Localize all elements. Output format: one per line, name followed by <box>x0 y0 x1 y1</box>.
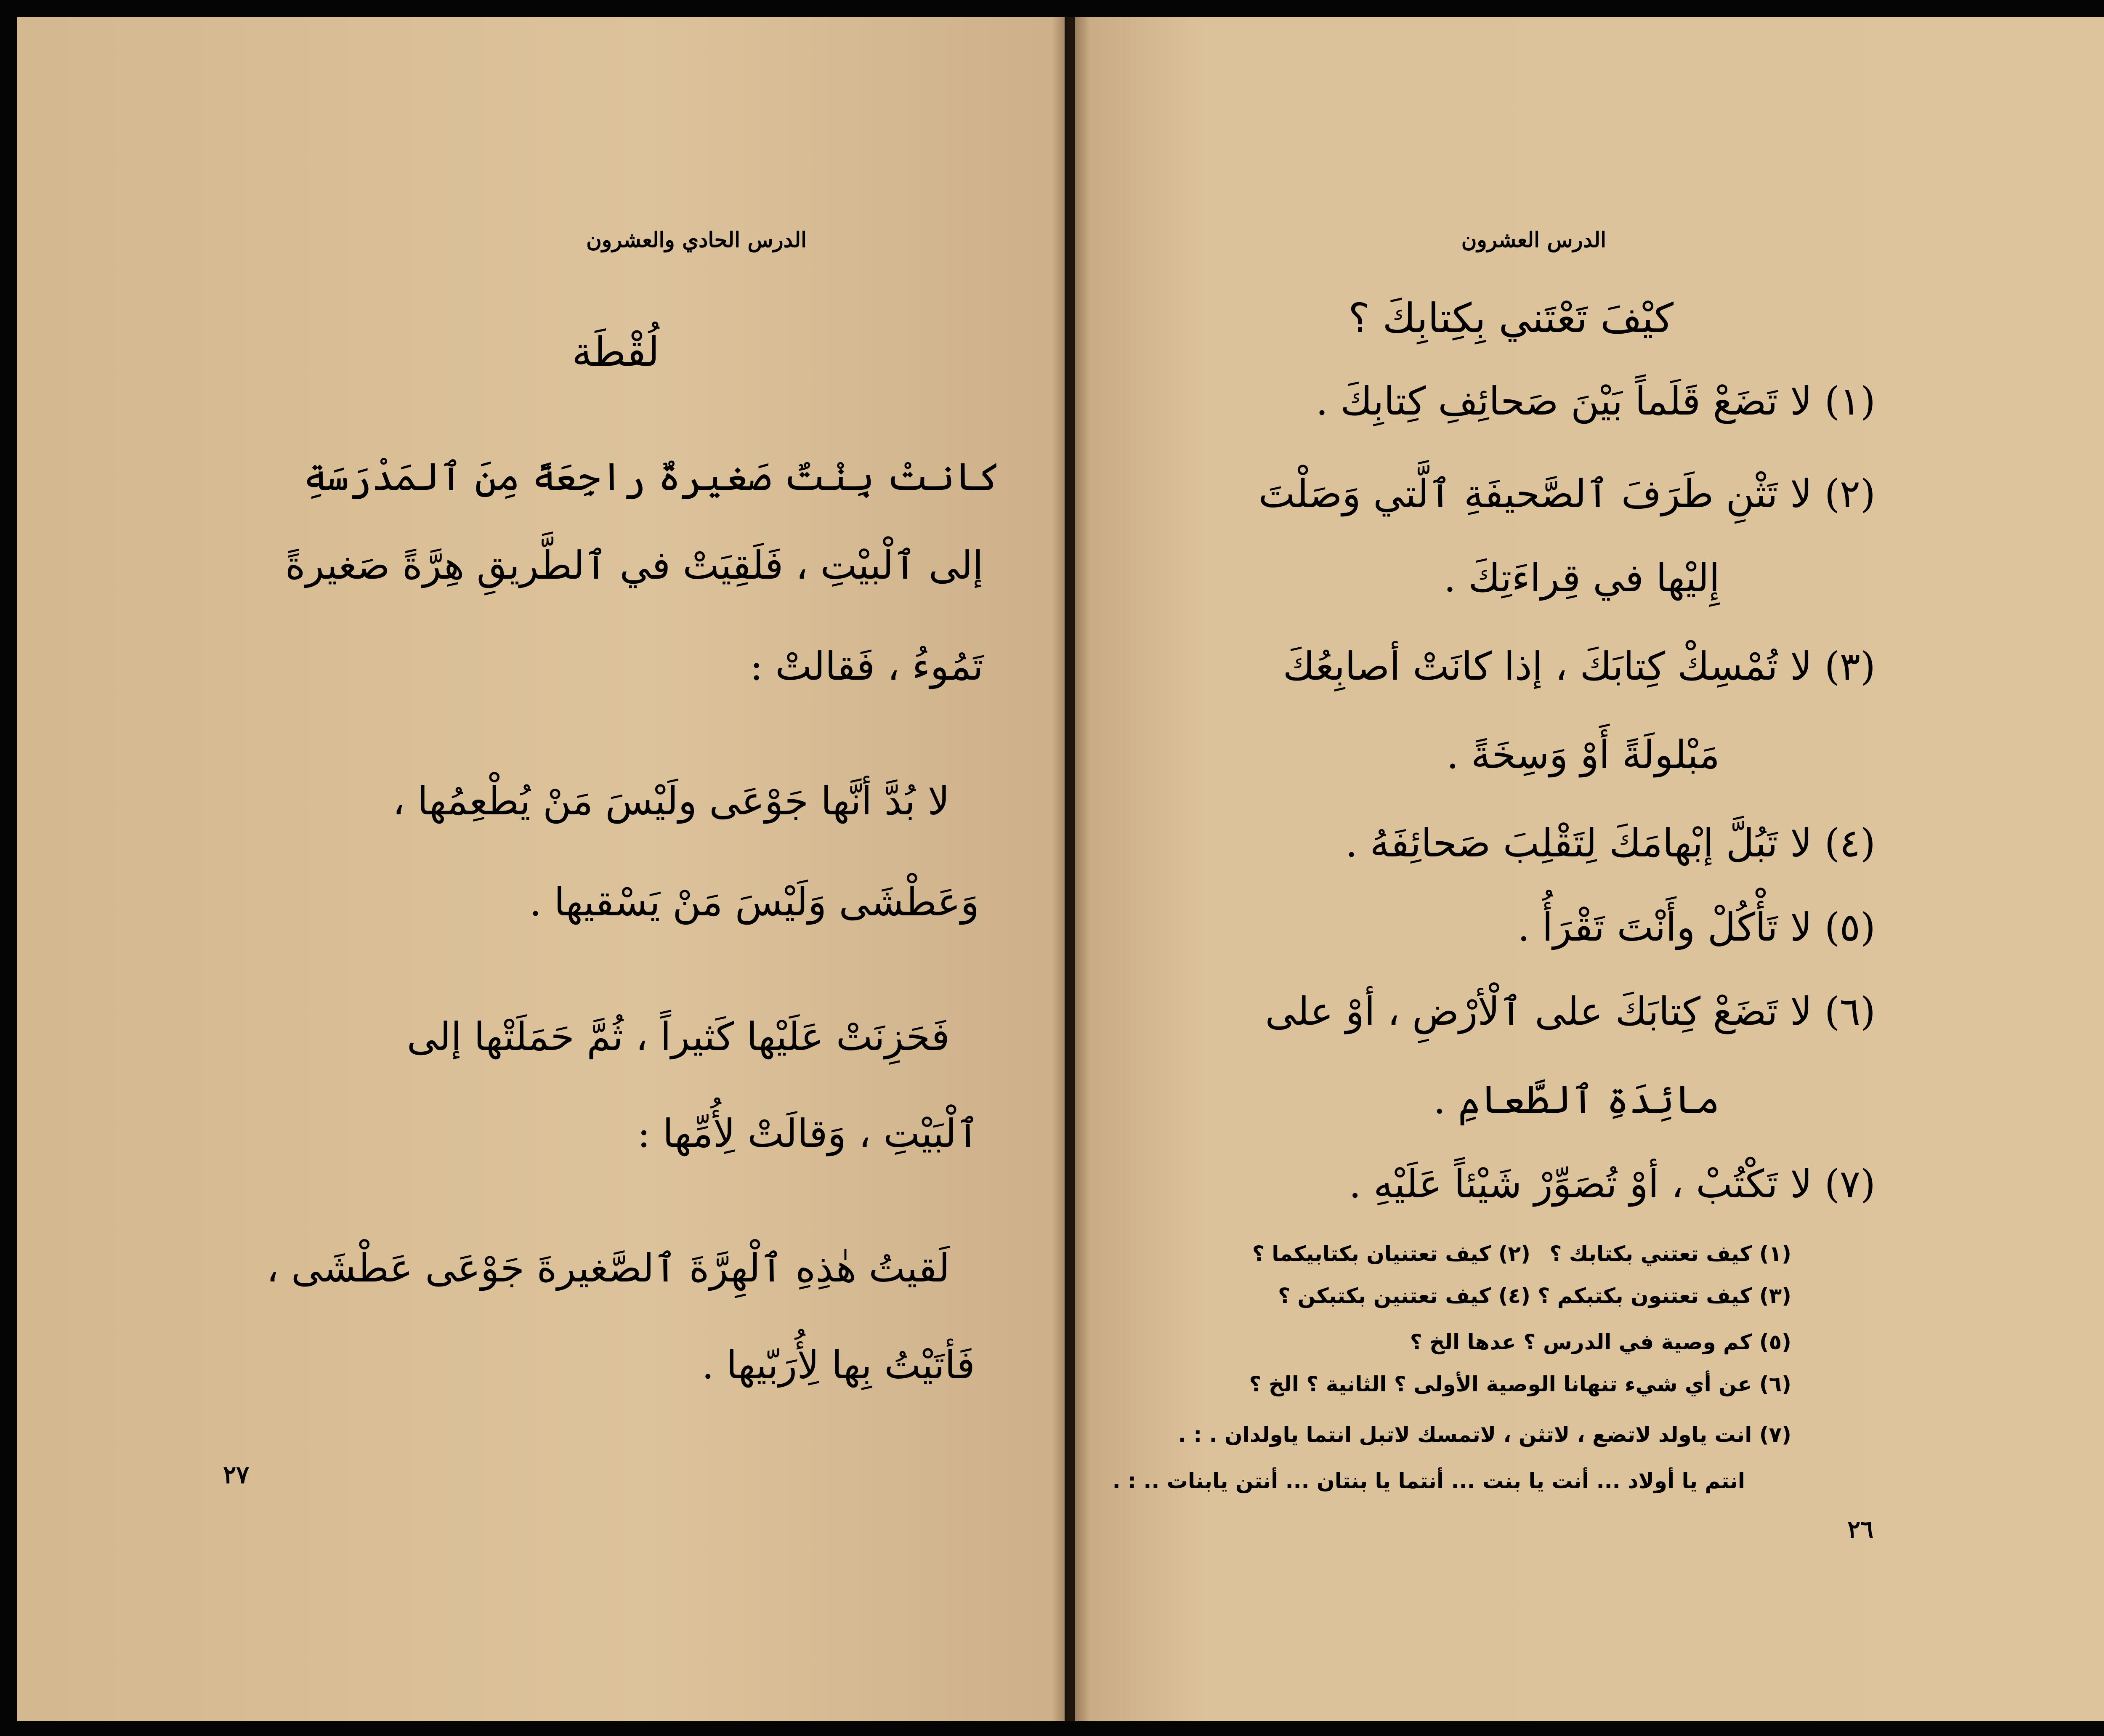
left-body-line-1: كانتْ بِنْتٌ صَغيرةٌ راجِعَةً مِنَ ٱلمَدْرَسَةِ <box>303 455 1000 500</box>
right-page <box>1075 17 2104 1721</box>
question-2: (٢) كيف تعتنيان بكتابيكما ؟ <box>1252 1242 1530 1266</box>
rule-6: (٦) لا تَضَعْ كِتابَكَ على ٱلْأرْضِ ، أوْ على <box>1265 989 1876 1034</box>
right-page-number: ٢٦ <box>1847 1515 1874 1544</box>
question-1: (١) كيف تعتني بكتابك ؟ <box>1549 1242 1791 1266</box>
left-page-number: ٢٧ <box>223 1460 250 1489</box>
question-5: (٥) كم وصية في الدرس ؟ عدها الخ ؟ <box>1410 1330 1791 1354</box>
question-3: (٣) كيف تعتنون بكتبكم ؟ <box>1538 1284 1791 1308</box>
rule-6-cont: مائِدَةِ ٱلطَّعامِ . <box>1433 1077 1720 1122</box>
question-7: (٧) انت ياولد لاتضع ، لاتثن ، لاتمسك لاتبل انتما ياولدان . : . <box>1178 1422 1791 1447</box>
rule-3: (٣) لا تُمْسِكْ كِتابَكَ ، إذا كانَتْ أصابِعُكَ <box>1283 644 1876 689</box>
left-body-line-3: تَمُوءُ ، فَقالتْ : <box>750 644 983 689</box>
left-body-line-4: لا بُدَّ أنَّها جَوْعَى ولَيْسَ مَنْ يُطْعِمُها ، <box>392 779 950 824</box>
question-7-cont: انتم يا أولاد ... أنت يا بنت ... أنتما يا بنتان ... أنتن يابنات .. : . <box>1112 1469 1745 1493</box>
rule-1: (١) لا تَضَعْ قَلَماً بَيْنَ صَحائِفِ كِتابِكَ . <box>1315 379 1876 424</box>
left-body-line-6: فَحَزِنَتْ عَلَيْها كَثيراً ، ثُمَّ حَمَلَتْها إلى <box>406 1014 950 1059</box>
rule-2: (٢) لا تَثْنِ طَرَفَ ٱلصَّحيفَةِ ٱلَّتي وَصَلْتَ <box>1258 471 1876 516</box>
left-page <box>17 17 1065 1721</box>
left-page-title: لُقْطَة <box>571 328 659 375</box>
right-page-title: كيْفَ تَعْتَني بِكِتابِكَ ؟ <box>1348 295 1674 342</box>
rule-5: (٥) لا تَأْكُلْ وأَنْتَ تَقْرَأُ . <box>1517 905 1876 950</box>
left-body-line-7: ٱلْبَيْتِ ، وَقالَتْ لِأُمِّها : <box>637 1111 979 1156</box>
left-page-header: الدرس الحادي والعشرون <box>586 227 807 252</box>
left-body-line-9: فَأتَيْتُ بِها لِأُرَبّيها . <box>701 1343 975 1388</box>
question-4: (٤) كيف تعتنين بكتبكن ؟ <box>1278 1284 1530 1308</box>
right-page-header: الدرس العشرون <box>1461 227 1606 252</box>
rule-2-cont: إِليْها في قِراءَتِكَ . <box>1443 556 1720 601</box>
rule-7: (٧) لا تَكْتُبْ ، أوْ تُصَوِّرْ شَيْئاً عَلَيْهِ . <box>1349 1162 1876 1207</box>
left-body-line-2: إلى ٱلْبيْتِ ، فَلَقِيَتْ في ٱلطَّريقِ هِرَّةً صَغيرةً <box>285 543 983 588</box>
question-6: (٦) عن أي شيء تنهانا الوصية الأولى ؟ الثانية ؟ الخ ؟ <box>1249 1372 1791 1396</box>
rule-4: (٤) لا تَبُلَّ إبْهامَكَ لِتَقْلِبَ صَحائِفَهُ . <box>1345 821 1876 866</box>
left-body-line-8: لَقيتُ هٰذِهِ ٱلْهِرَّةَ ٱلصَّغيرةَ جَوْعَى عَطْشَى ، <box>266 1246 950 1291</box>
book-spine <box>1052 17 1090 1721</box>
left-body-line-5: وَعَطْشَى وَلَيْسَ مَنْ يَسْقيها . <box>529 880 979 925</box>
rule-3-cont: مَبْلولَةً أَوْ وَسِخَةً . <box>1446 732 1720 777</box>
